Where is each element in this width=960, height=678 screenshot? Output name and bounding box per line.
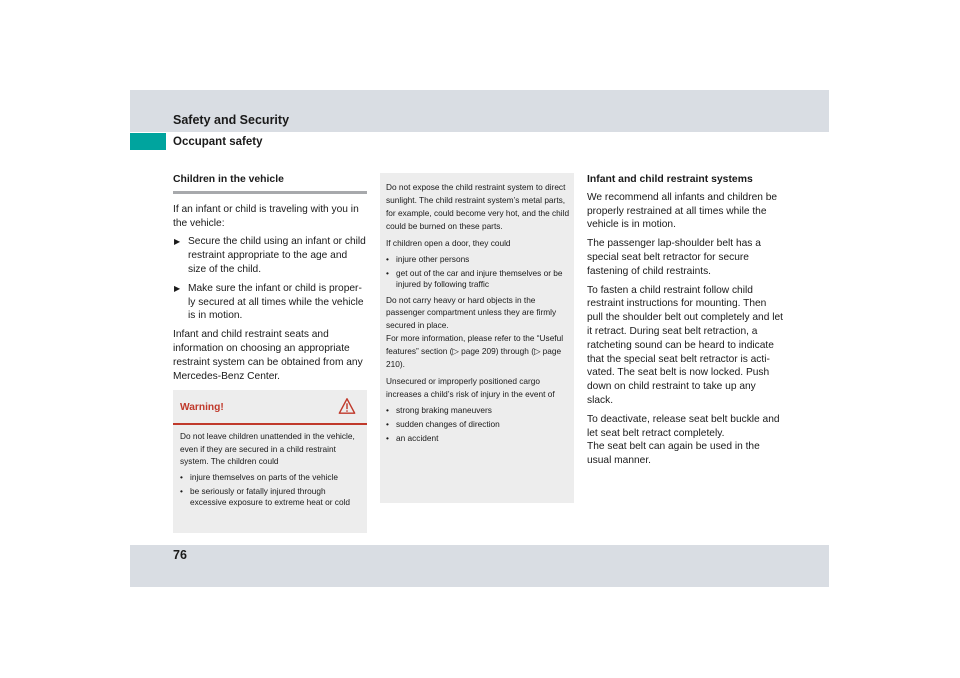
warning-rule	[173, 423, 367, 425]
bullet-icon: •	[386, 253, 389, 264]
warning-text: Do not leave children unattended in the vehicle, even if they are secured in a child restraint system. The children could	[180, 431, 355, 466]
section-marker	[130, 133, 166, 150]
door-bullets	[386, 254, 570, 290]
warning-bullet-text: injure themselves on parts of the vehicle	[190, 471, 339, 482]
door-bullet	[386, 268, 570, 290]
page-number: 76	[173, 548, 187, 562]
cargo-bullet-text: sudden changes of direction	[396, 418, 500, 429]
caution-box	[380, 173, 574, 503]
warning-body	[180, 430, 362, 512]
paragraph: The seat belt can again be used in the usual manner.	[587, 441, 760, 467]
door-bullet-text: injure other persons	[396, 253, 470, 264]
subsection-title: Occupant safety	[173, 136, 263, 148]
intro-text: If an infant or child is traveling with you in the vehicle:	[173, 203, 359, 229]
cargo-bullet	[386, 405, 570, 416]
instruction-text: Make sure the infant or child is proper-ly secured at all times while the vehicle is in motion.	[188, 282, 364, 322]
warning-box	[173, 390, 367, 533]
warning-bullet	[180, 472, 362, 483]
instruction-text: Secure the child using an infant or child restraint appropriate to the age and size of the child.	[188, 236, 366, 275]
instruction-item	[173, 282, 367, 323]
cargo-bullet-text: an accident	[396, 432, 439, 443]
paragraph: To fasten a child restraint follow child restraint instructions for mounting. Then pull the shoulder belt out completely and let it retract. During seat belt retraction, a ratcheting sound can be heard to indicate that the special seat belt retractor is acti-vated. The seat belt is now locked. Push down on child restraint to take up any slack.	[587, 284, 783, 406]
paragraph: To deactivate, release seat belt buckle and let seat belt retract completely.	[587, 413, 780, 439]
door-bullet-text: get out of the car and injure themselves or be injured by following traffic	[396, 267, 563, 289]
door-text: If children open a door, they could	[386, 237, 511, 248]
instruction-item	[173, 235, 367, 276]
left-column	[173, 173, 367, 388]
warning-bullets	[180, 472, 362, 508]
warning-triangle-icon	[338, 397, 356, 415]
bullet-icon: •	[386, 404, 389, 415]
instruction-list	[173, 235, 367, 323]
cargo-bullet	[386, 419, 570, 430]
door-bullet	[386, 254, 570, 265]
heading-rule	[173, 191, 367, 194]
sunlight-text: Do not expose the child restraint system to direct sunlight. The child restraint system’s metal parts, for example, could become very hot, and the child could be burned on these parts.	[386, 182, 570, 231]
restraint-heading: Infant and child restraint systems	[587, 174, 753, 185]
warning-title: Warning!	[180, 402, 224, 413]
arrow-icon: ▶	[174, 237, 181, 247]
bullet-icon: •	[386, 432, 389, 443]
heavy-objects-text: Do not carry heavy or hard objects in the passenger compartment unless they are firmly secured in place.	[386, 294, 557, 331]
warning-bullet-text: be seriously or fatally injured through excessive exposure to extreme heat or cold	[190, 485, 351, 507]
reference-text: For more information, please refer to the “Useful features” section (▷ page 209) through (▷ page 210).	[386, 333, 564, 370]
arrow-icon: ▶	[174, 283, 181, 293]
cargo-bullet	[386, 433, 570, 444]
bullet-icon: •	[180, 471, 183, 482]
cargo-bullet-text: strong braking maneuvers	[396, 404, 492, 415]
section-title: Safety and Security	[173, 113, 290, 127]
bullet-icon: •	[386, 267, 389, 278]
paragraph: We recommend all infants and children be properly restrained at all times while the vehicle is in motion.	[587, 191, 778, 231]
cargo-text: Unsecured or improperly positioned cargo increases a child’s risk of injury in the event of	[386, 375, 555, 399]
right-column	[587, 173, 783, 473]
children-heading: Children in the vehicle	[173, 174, 284, 185]
closing-text: Infant and child restraint seats and information on choosing an appropriate restraint system can be obtained from any Mercedes-Benz Center.	[173, 329, 363, 382]
cargo-bullets	[386, 405, 570, 444]
footer-band	[130, 545, 829, 587]
paragraph: The passenger lap-shoulder belt has a special seat belt retractor for secure fastening of child restraints.	[587, 238, 761, 277]
caution-body	[386, 181, 570, 448]
bullet-icon: •	[180, 485, 183, 496]
bullet-icon: •	[386, 418, 389, 429]
warning-bullet	[180, 486, 362, 508]
